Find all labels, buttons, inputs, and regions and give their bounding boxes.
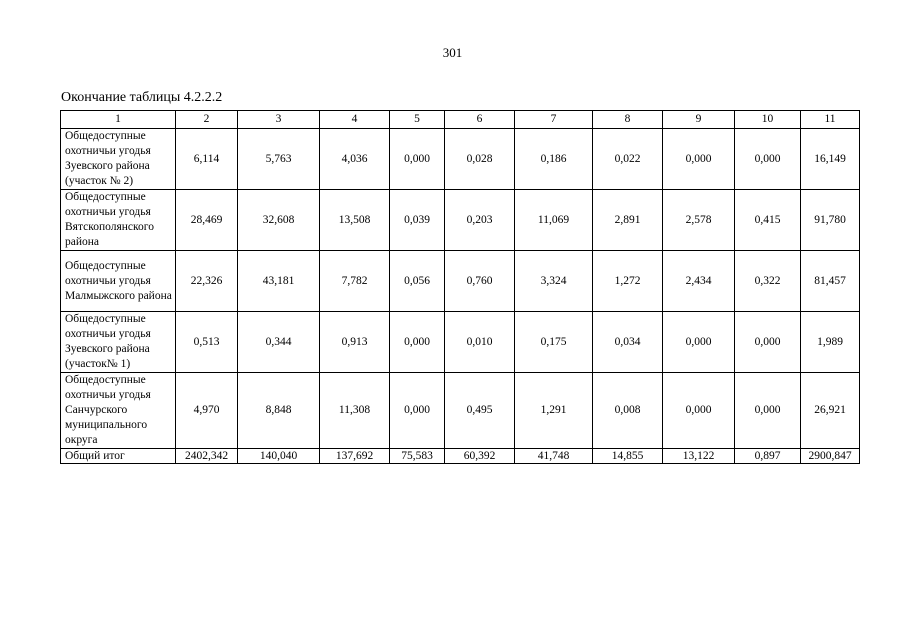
- row-name-cell: Общедоступные охотничьи угодья Санчурского муниципального округа: [61, 373, 176, 449]
- total-value-cell: 2402,342: [176, 449, 238, 464]
- total-label-cell: Общий итог: [61, 449, 176, 464]
- value-cell: 0,056: [390, 251, 445, 312]
- value-cell: 0,000: [663, 312, 735, 373]
- value-cell: 0,000: [663, 373, 735, 449]
- row-name-cell: Общедоступные охотничьи угодья Малмыжского района: [61, 251, 176, 312]
- value-cell: 0,513: [176, 312, 238, 373]
- column-header: 3: [238, 111, 320, 129]
- total-value-cell: 0,897: [735, 449, 801, 464]
- column-header: 5: [390, 111, 445, 129]
- value-cell: 8,848: [238, 373, 320, 449]
- value-cell: 1,272: [593, 251, 663, 312]
- column-header: 10: [735, 111, 801, 129]
- data-table: [60, 110, 860, 464]
- value-cell: 4,036: [320, 129, 390, 190]
- value-cell: 0,344: [238, 312, 320, 373]
- total-value-cell: 14,855: [593, 449, 663, 464]
- value-cell: 1,989: [801, 312, 860, 373]
- value-cell: 0,008: [593, 373, 663, 449]
- value-cell: 0,495: [445, 373, 515, 449]
- value-cell: 0,000: [390, 129, 445, 190]
- table-row: [61, 373, 860, 449]
- header-row: [61, 111, 860, 129]
- table-row: [61, 312, 860, 373]
- total-value-cell: 137,692: [320, 449, 390, 464]
- value-cell: 6,114: [176, 129, 238, 190]
- value-cell: 0,203: [445, 190, 515, 251]
- value-cell: 2,434: [663, 251, 735, 312]
- value-cell: 1,291: [515, 373, 593, 449]
- column-header: 2: [176, 111, 238, 129]
- value-cell: 0,010: [445, 312, 515, 373]
- value-cell: 0,000: [390, 312, 445, 373]
- value-cell: 0,000: [663, 129, 735, 190]
- value-cell: 0,000: [390, 373, 445, 449]
- total-value-cell: 13,122: [663, 449, 735, 464]
- value-cell: 7,782: [320, 251, 390, 312]
- row-name-cell: Общедоступные охотничьи угодья Зуевского района (участок№ 1): [61, 312, 176, 373]
- table-caption: Окончание таблицы 4.2.2.2: [61, 90, 223, 105]
- column-header: 4: [320, 111, 390, 129]
- value-cell: 0,322: [735, 251, 801, 312]
- value-cell: 16,149: [801, 129, 860, 190]
- value-cell: 22,326: [176, 251, 238, 312]
- table-row: [61, 129, 860, 190]
- value-cell: 0,028: [445, 129, 515, 190]
- column-header: 1: [61, 111, 176, 129]
- value-cell: 0,186: [515, 129, 593, 190]
- value-cell: 0,000: [735, 373, 801, 449]
- column-header: 9: [663, 111, 735, 129]
- value-cell: 0,000: [735, 129, 801, 190]
- value-cell: 32,608: [238, 190, 320, 251]
- value-cell: 43,181: [238, 251, 320, 312]
- total-value-cell: 60,392: [445, 449, 515, 464]
- value-cell: 0,415: [735, 190, 801, 251]
- value-cell: 2,578: [663, 190, 735, 251]
- column-header: 7: [515, 111, 593, 129]
- row-name-cell: Общедоступные охотничьи угодья Вятскополянского района: [61, 190, 176, 251]
- table-row: [61, 190, 860, 251]
- total-row: [61, 449, 860, 464]
- total-value-cell: 140,040: [238, 449, 320, 464]
- value-cell: 0,034: [593, 312, 663, 373]
- total-value-cell: 41,748: [515, 449, 593, 464]
- value-cell: 26,921: [801, 373, 860, 449]
- column-header: 11: [801, 111, 860, 129]
- page-number: 301: [442, 45, 463, 60]
- value-cell: 5,763: [238, 129, 320, 190]
- value-cell: 91,780: [801, 190, 860, 251]
- value-cell: 0,022: [593, 129, 663, 190]
- value-cell: 3,324: [515, 251, 593, 312]
- value-cell: 13,508: [320, 190, 390, 251]
- value-cell: 4,970: [176, 373, 238, 449]
- value-cell: 81,457: [801, 251, 860, 312]
- value-cell: 11,308: [320, 373, 390, 449]
- total-value-cell: 75,583: [390, 449, 445, 464]
- value-cell: 11,069: [515, 190, 593, 251]
- value-cell: 0,175: [515, 312, 593, 373]
- value-cell: 0,000: [735, 312, 801, 373]
- value-cell: 2,891: [593, 190, 663, 251]
- column-header: 8: [593, 111, 663, 129]
- column-header: 6: [445, 111, 515, 129]
- value-cell: 0,913: [320, 312, 390, 373]
- value-cell: 0,760: [445, 251, 515, 312]
- value-cell: 0,039: [390, 190, 445, 251]
- value-cell: 28,469: [176, 190, 238, 251]
- table-row: [61, 251, 860, 312]
- total-value-cell: 2900,847: [801, 449, 860, 464]
- row-name-cell: Общедоступные охотничьи угодья Зуевского района (участок № 2): [61, 129, 176, 190]
